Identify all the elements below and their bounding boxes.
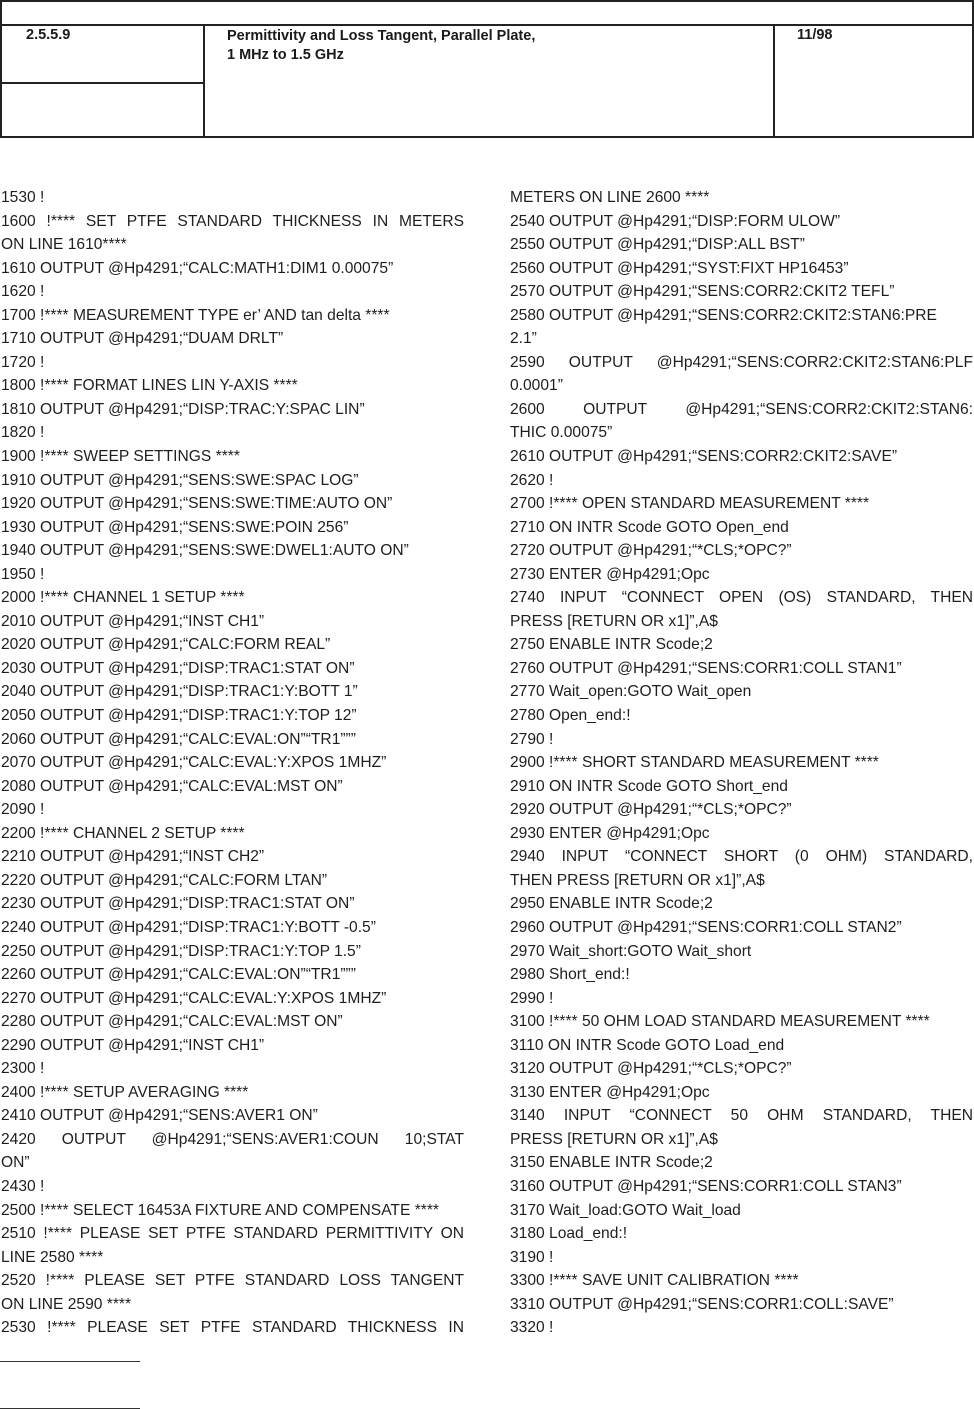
code-line: 2040 OUTPUT @Hp4291;“DISP:TRAC1:Y:BOTT 1” <box>1 683 358 701</box>
code-line: 1820 ! <box>1 424 45 442</box>
code-line: 2610 OUTPUT @Hp4291;“SENS:CORR2:CKIT2:SAVE” <box>510 448 898 466</box>
code-line: 2500 !**** SELECT 16453A FIXTURE AND COMPENSATE **** <box>1 1201 439 1219</box>
code-line: 3190 ! <box>510 1248 554 1266</box>
header-column-divider <box>773 26 775 136</box>
code-line: 2300 ! <box>1 1060 45 1078</box>
code-line: 2760 OUTPUT @Hp4291;“SENS:CORR1:COLL STAN1” <box>510 659 902 677</box>
code-line: 2530 !**** PLEASE SET PTFE STANDARD THICKNESS IN <box>1 1319 464 1337</box>
code-line: 2990 ! <box>510 989 554 1007</box>
code-listing-right-column <box>510 186 973 1340</box>
code-line: ON LINE 2590 **** <box>1 1295 132 1313</box>
code-line: 2210 OUTPUT @Hp4291;“INST CH2” <box>1 848 265 866</box>
section-number: 2.5.5.9 <box>26 27 71 43</box>
code-line: 2730 ENTER @Hp4291;Opc <box>510 565 710 583</box>
code-line: 1930 OUTPUT @Hp4291;“SENS:SWE:POIN 256” <box>1 518 349 536</box>
code-line: 1710 OUTPUT @Hp4291;“DUAM DRLT” <box>1 330 284 348</box>
code-line: 1910 OUTPUT @Hp4291;“SENS:SWE:SPAC LOG” <box>1 471 359 489</box>
code-line: 2410 OUTPUT @Hp4291;“SENS:AVER1 ON” <box>1 1107 318 1125</box>
code-line: LINE 2580 **** <box>1 1248 104 1266</box>
page-title-line-1: Permittivity and Loss Tangent, Parallel Plate, <box>227 28 536 44</box>
code-line: 2230 OUTPUT @Hp4291;“DISP:TRAC1:STAT ON” <box>1 895 355 913</box>
code-line: 2550 OUTPUT @Hp4291;“DISP:ALL BST” <box>510 236 805 254</box>
code-line: 2560 OUTPUT @Hp4291;“SYST:FIXT HP16453” <box>510 259 849 277</box>
code-line: 2010 OUTPUT @Hp4291;“INST CH1” <box>1 612 265 630</box>
page-title-line-2: 1 MHz to 1.5 GHz <box>227 47 344 63</box>
code-line: 1720 ! <box>1 353 45 371</box>
code-line: 3110 ON INTR Scode GOTO Load_end <box>510 1036 785 1054</box>
code-line: 1940 OUTPUT @Hp4291;“SENS:SWE:DWEL1:AUTO ON” <box>1 542 409 560</box>
code-line: 2540 OUTPUT @Hp4291;“DISP:FORM ULOW” <box>510 212 841 230</box>
code-line: PRESS [RETURN OR x1]”,A$ <box>510 1130 718 1148</box>
code-line: 2750 ENABLE INTR Scode;2 <box>510 636 713 654</box>
code-listing-left-column <box>1 186 464 1340</box>
code-line: 2060 OUTPUT @Hp4291;“CALC:EVAL:ON”“TR1””” <box>1 730 356 748</box>
code-line: 2980 Short_end:! <box>510 966 630 984</box>
code-line: 2290 OUTPUT @Hp4291;“INST CH1” <box>1 1036 265 1054</box>
code-line: 2900 !**** SHORT STANDARD MEASUREMENT **** <box>510 754 879 772</box>
code-line: 1800 !**** FORMAT LINES LIN Y-AXIS **** <box>1 377 298 395</box>
code-line: 2520 !**** PLEASE SET PTFE STANDARD LOSS TANGENT <box>1 1272 464 1290</box>
code-line: 1950 ! <box>1 565 45 583</box>
code-line: 2920 OUTPUT @Hp4291;“*CLS;*OPC?” <box>510 801 792 819</box>
code-line: 3300 !**** SAVE UNIT CALIBRATION **** <box>510 1272 799 1290</box>
code-line: 3310 OUTPUT @Hp4291;“SENS:CORR1:COLL:SAVE” <box>510 1295 894 1313</box>
code-line: 2790 ! <box>510 730 554 748</box>
code-line: 2930 ENTER @Hp4291;Opc <box>510 824 710 842</box>
code-line: 2260 OUTPUT @Hp4291;“CALC:EVAL:ON”“TR1””” <box>1 966 356 984</box>
code-line: PRESS [RETURN OR x1]”,A$ <box>510 612 718 630</box>
header-top-rule <box>0 0 974 25</box>
code-line: 2240 OUTPUT @Hp4291;“DISP:TRAC1:Y:BOTT -0.5” <box>1 918 376 936</box>
code-line: 2600 OUTPUT @Hp4291;“SENS:CORR2:CKIT2:STAN6: <box>510 400 973 418</box>
code-line: 3150 ENABLE INTR Scode;2 <box>510 1154 713 1172</box>
code-line: 2030 OUTPUT @Hp4291;“DISP:TRAC1:STAT ON” <box>1 659 355 677</box>
code-line: 2510 !**** PLEASE SET PTFE STANDARD PERMITTIVITY ON <box>1 1225 464 1243</box>
code-line: 1620 ! <box>1 283 45 301</box>
code-line: 2940 INPUT “CONNECT SHORT (0 OHM) STANDARD, <box>510 848 973 866</box>
code-line: 2970 Wait_short:GOTO Wait_short <box>510 942 752 960</box>
code-line: 2580 OUTPUT @Hp4291;“SENS:CORR2:CKIT2:STAN6:PRE <box>510 306 937 324</box>
code-line: 1530 ! <box>1 189 45 206</box>
code-line: 3140 INPUT “CONNECT 50 OHM STANDARD, THEN <box>510 1107 973 1125</box>
code-line: 2220 OUTPUT @Hp4291;“CALC:FORM LTAN” <box>1 871 328 889</box>
code-line: 2250 OUTPUT @Hp4291;“DISP:TRAC1:Y:TOP 1.5” <box>1 942 361 960</box>
code-line: 1810 OUTPUT @Hp4291;“DISP:TRAC:Y:SPAC LIN” <box>1 400 365 418</box>
code-line: 2200 !**** CHANNEL 2 SETUP **** <box>1 824 245 842</box>
code-line: 2700 !**** OPEN STANDARD MEASUREMENT **** <box>510 495 870 513</box>
code-line: 2000 !**** CHANNEL 1 SETUP **** <box>1 589 245 607</box>
code-line: 2620 ! <box>510 471 554 489</box>
code-line: 2400 !**** SETUP AVERAGING **** <box>1 1083 249 1101</box>
code-line: 3320 ! <box>510 1319 554 1337</box>
revision-date: 11/98 <box>797 27 833 43</box>
code-line: 2910 ON INTR Scode GOTO Short_end <box>510 777 788 795</box>
code-line: THIC 0.00075” <box>510 424 613 442</box>
code-line: 1600 !**** SET PTFE STANDARD THICKNESS IN METERS <box>1 212 464 230</box>
code-line: 2080 OUTPUT @Hp4291;“CALC:EVAL:MST ON” <box>1 777 343 795</box>
page-title <box>227 27 747 65</box>
code-line: 3160 OUTPUT @Hp4291;“SENS:CORR1:COLL STAN3” <box>510 1177 902 1195</box>
code-line: 3120 OUTPUT @Hp4291;“*CLS;*OPC?” <box>510 1060 792 1078</box>
code-line: 2590 OUTPUT @Hp4291;“SENS:CORR2:CKIT2:STAN6:PLF <box>510 353 973 371</box>
code-line: 0.0001” <box>510 377 563 395</box>
code-line: 2430 ! <box>1 1177 45 1195</box>
code-line: 2770 Wait_open:GOTO Wait_open <box>510 683 752 701</box>
code-line: 2280 OUTPUT @Hp4291;“CALC:EVAL:MST ON” <box>1 1013 343 1031</box>
code-line: 2960 OUTPUT @Hp4291;“SENS:CORR1:COLL STAN2” <box>510 918 902 936</box>
code-line: 2720 OUTPUT @Hp4291;“*CLS;*OPC?” <box>510 542 792 560</box>
code-line: 2050 OUTPUT @Hp4291;“DISP:TRAC1:Y:TOP 12” <box>1 707 357 725</box>
footer-rule-1 <box>0 1361 140 1362</box>
code-line: 1610 OUTPUT @Hp4291;“CALC:MATH1:DIM1 0.00075” <box>1 259 394 277</box>
code-line: ON LINE 1610**** <box>1 236 127 254</box>
code-line: 2.1” <box>510 330 537 348</box>
code-line: 3130 ENTER @Hp4291;Opc <box>510 1083 710 1101</box>
code-line: 2070 OUTPUT @Hp4291;“CALC:EVAL:Y:XPOS 1MHZ” <box>1 754 387 772</box>
code-line: ON” <box>1 1154 30 1172</box>
code-line: 2570 OUTPUT @Hp4291;“SENS:CORR2:CKIT2 TEFL” <box>510 283 895 301</box>
code-line: 2740 INPUT “CONNECT OPEN (OS) STANDARD, THEN <box>510 589 973 607</box>
code-line: 2780 Open_end:! <box>510 707 631 725</box>
code-line: 3170 Wait_load:GOTO Wait_load <box>510 1201 741 1219</box>
code-line: 2420 OUTPUT @Hp4291;“SENS:AVER1:COUN 10;STAT <box>1 1130 464 1148</box>
header-cell-divider <box>2 82 203 84</box>
code-line: METERS ON LINE 2600 **** <box>510 189 710 206</box>
code-line: 1900 !**** SWEEP SETTINGS **** <box>1 448 240 466</box>
code-line: 1700 !**** MEASUREMENT TYPE er’ AND tan delta **** <box>1 306 390 324</box>
code-line: THEN PRESS [RETURN OR x1]”,A$ <box>510 871 765 889</box>
code-line: 2710 ON INTR Scode GOTO Open_end <box>510 518 789 536</box>
code-line: 3180 Load_end:! <box>510 1225 628 1243</box>
code-line: 2950 ENABLE INTR Scode;2 <box>510 895 713 913</box>
code-line: 2270 OUTPUT @Hp4291;“CALC:EVAL:Y:XPOS 1MHZ” <box>1 989 387 1007</box>
code-line: 3100 !**** 50 OHM LOAD STANDARD MEASUREMENT **** <box>510 1013 930 1031</box>
code-line: 1920 OUTPUT @Hp4291;“SENS:SWE:TIME:AUTO ON” <box>1 495 393 513</box>
code-line: 2020 OUTPUT @Hp4291;“CALC:FORM REAL” <box>1 636 331 654</box>
code-line: 2090 ! <box>1 801 45 819</box>
